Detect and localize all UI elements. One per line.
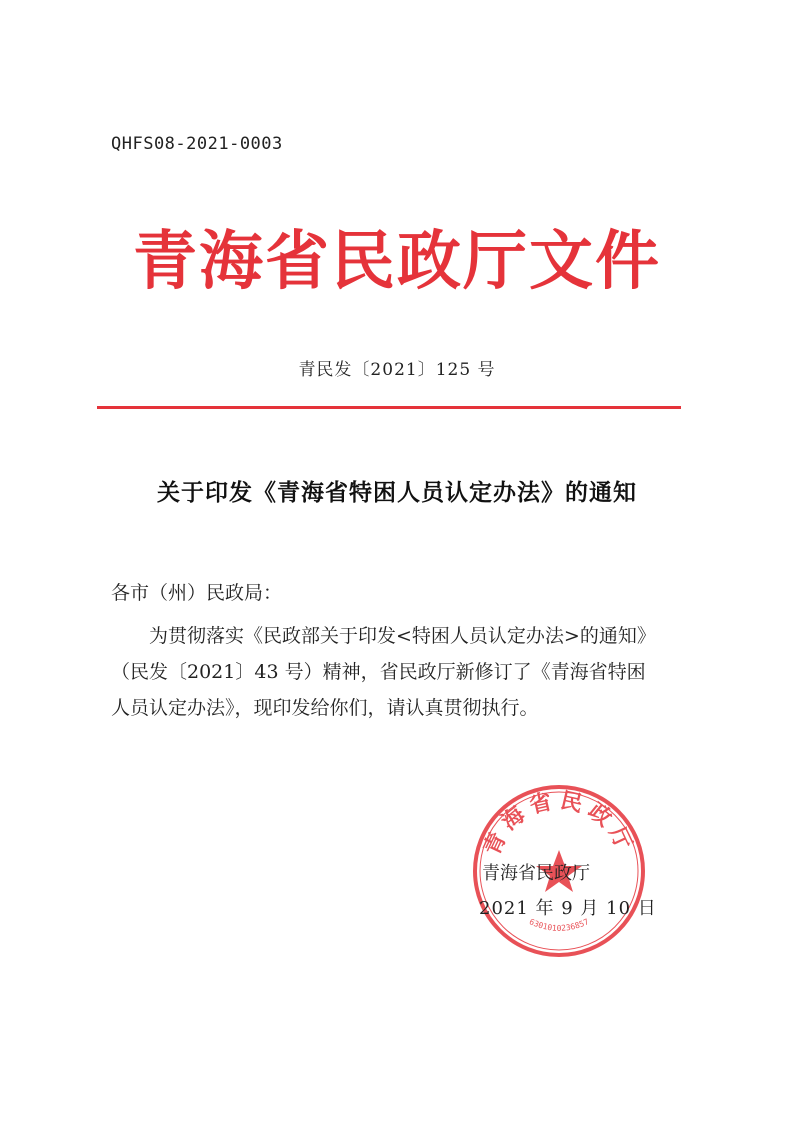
document-code: QHFS08-2021-0003 xyxy=(111,134,283,154)
masthead-divider xyxy=(97,406,681,409)
svg-text:青海省民政厅 xyxy=(479,787,639,859)
document-masthead: 青海省民政厅文件 xyxy=(133,225,661,299)
issue-date: 2021 年 9 月 10 日 xyxy=(479,898,657,919)
seal-arc-text: 青海省民政厅 xyxy=(478,787,640,860)
seal-serial: 6301010236857 xyxy=(527,917,591,933)
body-paragraph xyxy=(111,618,711,726)
body-line: （民发〔2021〕43 号）精神，省民政厅新修订了《青海省特困 xyxy=(111,661,646,683)
salutation: 各市（州）民政局： xyxy=(111,582,283,604)
body-line: 为贯彻落实《民政部关于印发<特困人员认定办法>的通知》 xyxy=(149,625,656,647)
document-title: 关于印发《青海省特困人员认定办法》的通知 xyxy=(157,479,637,506)
body-line: 人员认定办法》，现印发给你们，请认真贯彻执行。 xyxy=(111,697,539,719)
document-number: 青民发〔2021〕125 号 xyxy=(298,360,496,380)
issuer-name: 青海省民政厅 xyxy=(482,863,590,884)
